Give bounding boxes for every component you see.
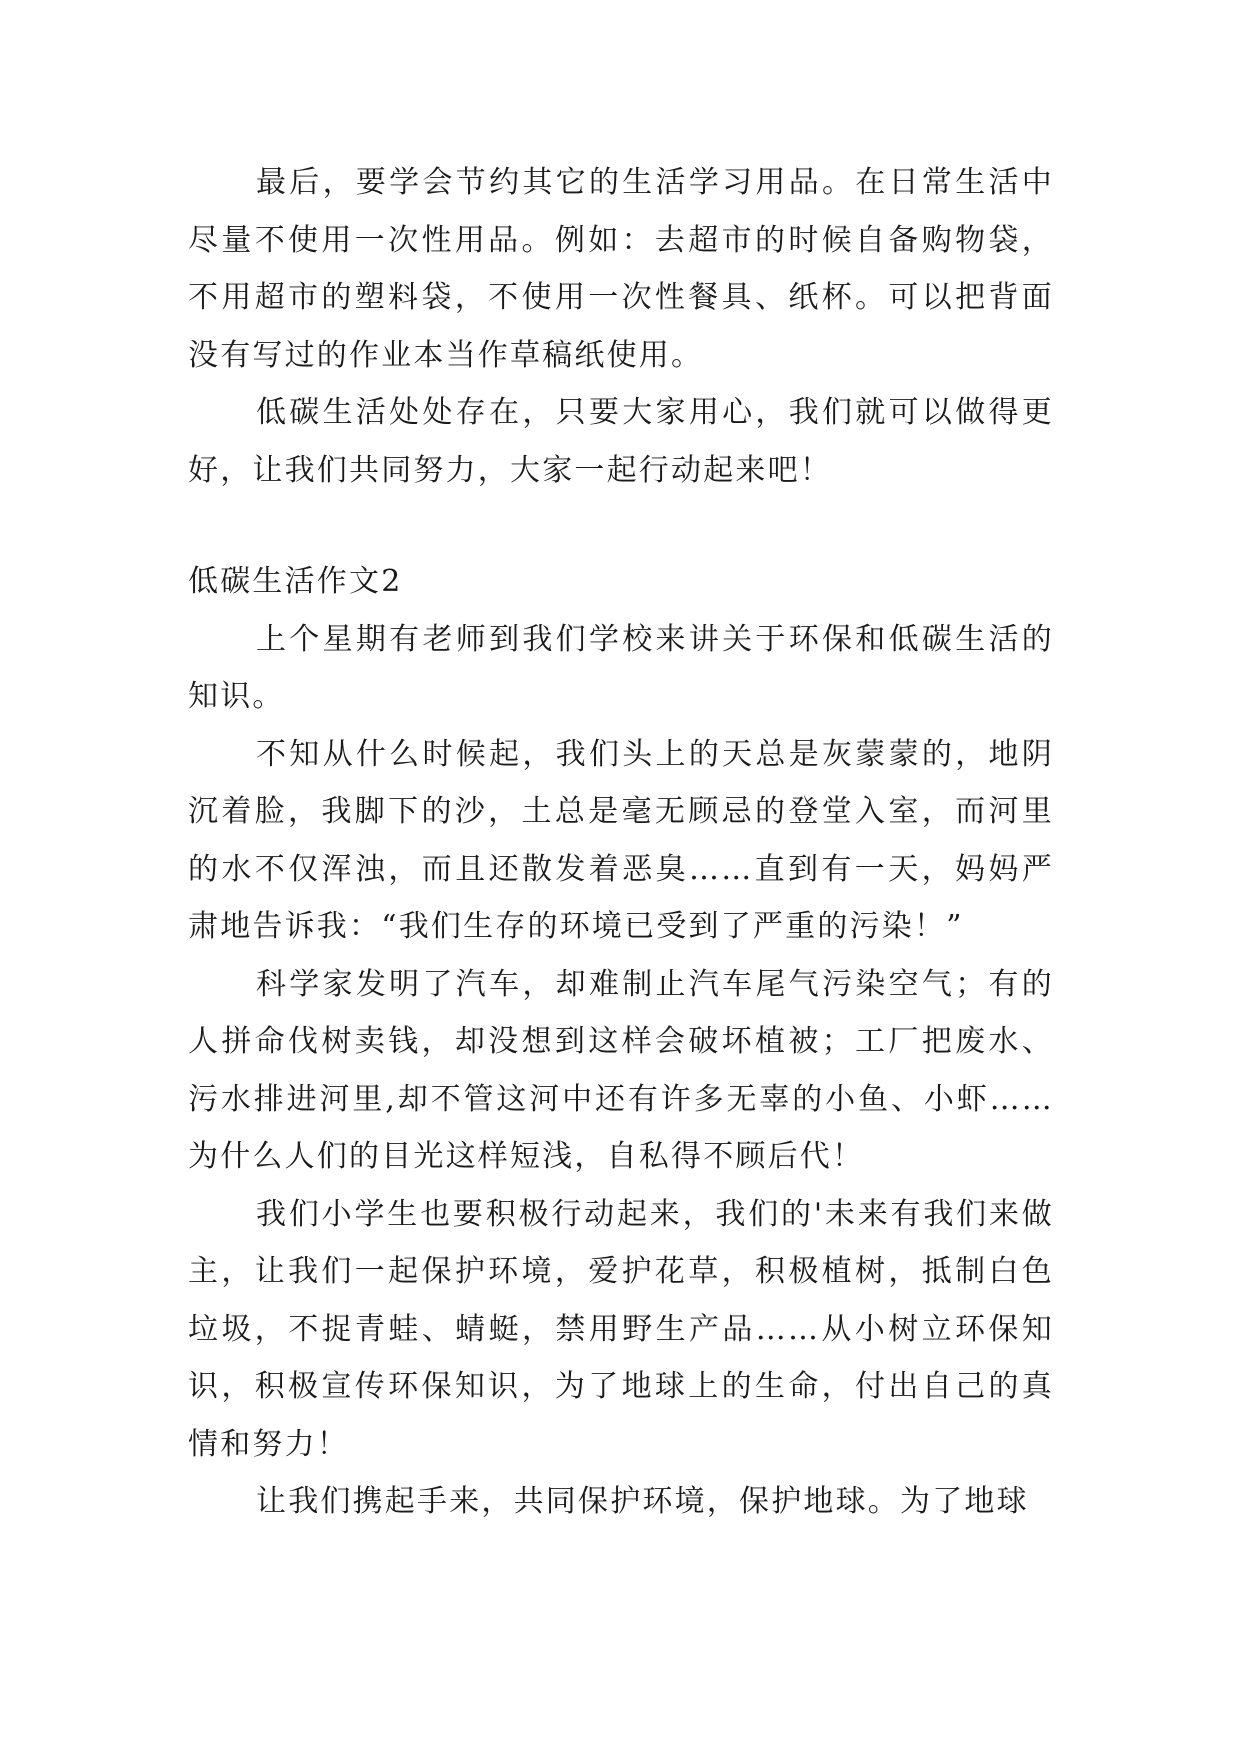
paragraph: 让我们携起手来，共同保护环境，保护地球。为了地球 — [256, 1484, 1029, 1519]
paragraph: 上个星期有老师到我们学校来讲关于环保和低碳生活的知识。 — [188, 621, 1054, 714]
paragraph: 科学家发明了汽车，却难制止汽车尾气污染空气；有的人拼命伐树卖钱，却没想到这样会破坏植被；工厂把废水、污水排进河里,却不管这河中还有许多无辜的小鱼、小虾……为什么人们的目光这样短浅，自私得不顾后代！ — [188, 966, 1054, 1174]
paragraph: 低碳生活处处存在，只要大家用心，我们就可以做得更好，让我们共同努力，大家一起行动起来吧！ — [188, 395, 1054, 488]
section-title: 低碳生活作文2 — [188, 564, 403, 599]
section-gap — [188, 499, 1054, 553]
paragraph: 不知从什么时候起，我们头上的天总是灰蒙蒙的，地阴沉着脸，我脚下的沙，土总是毫无顾忌的登堂入室，而河里的水不仅浑浊，而且还散发着恶臭……直到有一天，妈妈严肃地告诉我：“我们生存的环境已受到了严重的污染！” — [188, 736, 1054, 944]
document-body — [188, 154, 1054, 1531]
paragraph: 最后，要学会节约其它的生活学习用品。在日常生活中尽量不使用一次性用品。例如：去超市的时候自备购物袋，不用超市的塑料袋，不使用一次性餐具、纸杯。可以把背面没有写过的作业本当作草稿纸使用。 — [188, 165, 1054, 373]
paragraph: 我们小学生也要积极行动起来，我们的'未来有我们来做主，让我们一起保护环境，爱护花草，积极植树，抵制白色垃圾，不捉青蛙、蜻蜓，禁用野生产品……从小树立环保知识，积极宣传环保知识，为了地球上的生命，付出自己的真情和努力！ — [188, 1196, 1054, 1462]
